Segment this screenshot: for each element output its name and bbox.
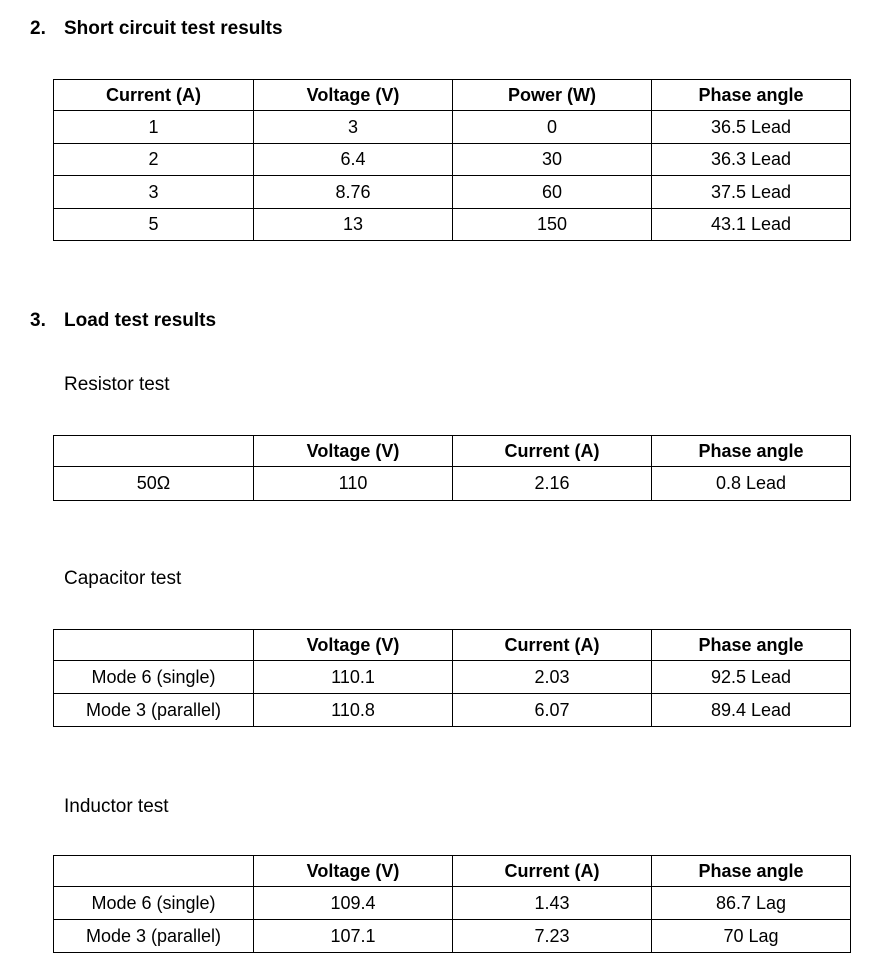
header-cell: Current (A) bbox=[453, 436, 652, 467]
table-cell: 30 bbox=[453, 144, 652, 176]
header-cell: Current (A) bbox=[54, 80, 254, 111]
section-2-heading bbox=[30, 18, 283, 40]
resistor-test-title: Resistor test bbox=[64, 374, 170, 395]
table-row bbox=[54, 111, 851, 144]
header-cell bbox=[54, 436, 254, 467]
table-cell: 110.1 bbox=[254, 661, 453, 694]
resistor-table bbox=[53, 435, 851, 501]
table-cell: 0.8 Lead bbox=[652, 467, 851, 501]
table-cell: 70 Lag bbox=[652, 920, 851, 953]
table-cell: 92.5 Lead bbox=[652, 661, 851, 694]
table-cell: 109.4 bbox=[254, 887, 453, 920]
table-cell: 36.3 Lead bbox=[652, 144, 851, 176]
table-cell: 36.5 Lead bbox=[652, 111, 851, 144]
table-cell: 2 bbox=[54, 144, 254, 176]
table-cell: 150 bbox=[453, 209, 652, 241]
table-cell: 110.8 bbox=[254, 694, 453, 727]
section-2-number: 2. bbox=[30, 18, 46, 39]
header-cell bbox=[54, 630, 254, 661]
header-cell: Phase angle bbox=[652, 856, 851, 887]
header-cell: Voltage (V) bbox=[254, 856, 453, 887]
table-header-row bbox=[54, 856, 851, 887]
table-cell: 107.1 bbox=[254, 920, 453, 953]
table-cell: Mode 3 (parallel) bbox=[54, 920, 254, 953]
table-row bbox=[54, 920, 851, 953]
table-row bbox=[54, 209, 851, 241]
header-cell bbox=[54, 856, 254, 887]
table-header-row bbox=[54, 436, 851, 467]
section-3-heading bbox=[30, 310, 216, 332]
capacitor-table bbox=[53, 629, 851, 727]
inductor-table bbox=[53, 855, 851, 953]
table-cell: 86.7 Lag bbox=[652, 887, 851, 920]
table-row bbox=[54, 467, 851, 501]
table-row bbox=[54, 144, 851, 176]
table-cell: 5 bbox=[54, 209, 254, 241]
table-cell: 6.07 bbox=[453, 694, 652, 727]
table-cell: 110 bbox=[254, 467, 453, 501]
table-cell: Mode 6 (single) bbox=[54, 661, 254, 694]
header-cell: Power (W) bbox=[453, 80, 652, 111]
header-cell: Voltage (V) bbox=[254, 436, 453, 467]
short-circuit-table bbox=[53, 79, 851, 241]
capacitor-test-title: Capacitor test bbox=[64, 568, 182, 589]
table-cell: 1.43 bbox=[453, 887, 652, 920]
header-cell: Phase angle bbox=[652, 436, 851, 467]
table-cell: 1 bbox=[54, 111, 254, 144]
table-cell: 50Ω bbox=[54, 467, 254, 501]
header-cell: Voltage (V) bbox=[254, 80, 453, 111]
table-cell: 37.5 Lead bbox=[652, 176, 851, 209]
table-header-row bbox=[54, 80, 851, 111]
table-cell: 6.4 bbox=[254, 144, 453, 176]
table-cell: 43.1 Lead bbox=[652, 209, 851, 241]
header-cell: Current (A) bbox=[453, 630, 652, 661]
header-cell: Current (A) bbox=[453, 856, 652, 887]
header-cell: Voltage (V) bbox=[254, 630, 453, 661]
table-header-row bbox=[54, 630, 851, 661]
table-cell: 2.16 bbox=[453, 467, 652, 501]
section-2-title: Short circuit test results bbox=[64, 18, 283, 39]
table-cell: 3 bbox=[254, 111, 453, 144]
table-cell: 60 bbox=[453, 176, 652, 209]
header-cell: Phase angle bbox=[652, 630, 851, 661]
table-cell: 0 bbox=[453, 111, 652, 144]
table-cell: 7.23 bbox=[453, 920, 652, 953]
section-3-title: Load test results bbox=[64, 310, 217, 331]
section-3-number: 3. bbox=[30, 310, 46, 331]
table-row bbox=[54, 661, 851, 694]
table-row bbox=[54, 694, 851, 727]
table-cell: 13 bbox=[254, 209, 453, 241]
table-row bbox=[54, 176, 851, 209]
table-row bbox=[54, 887, 851, 920]
table-cell: 3 bbox=[54, 176, 254, 209]
table-cell: 8.76 bbox=[254, 176, 453, 209]
inductor-test-title: Inductor test bbox=[64, 796, 169, 817]
table-cell: Mode 6 (single) bbox=[54, 887, 254, 920]
table-cell: 89.4 Lead bbox=[652, 694, 851, 727]
table-cell: 2.03 bbox=[453, 661, 652, 694]
table-cell: Mode 3 (parallel) bbox=[54, 694, 254, 727]
header-cell: Phase angle bbox=[652, 80, 851, 111]
